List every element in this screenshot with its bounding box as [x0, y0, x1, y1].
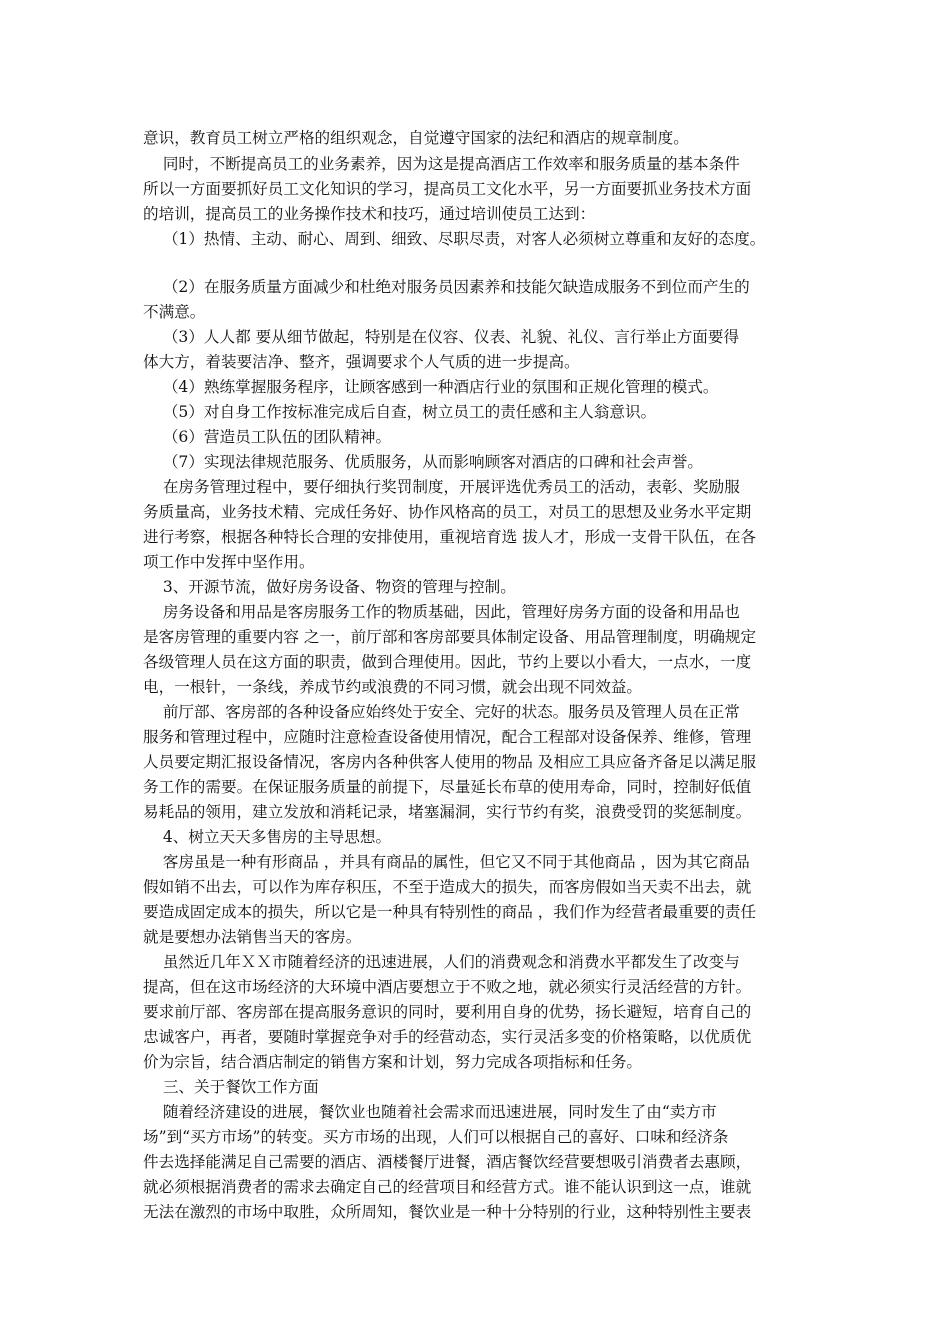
- text-line: 要求前厅部、客房部在提高服务意识的同时，要利用自身的优势，扬长避短，培育自己的: [143, 1003, 752, 1021]
- text-line: 是客房管理的重要内容 之一，前厅部和客房部要具体制定设备、用品管理制度，明确规定: [143, 628, 757, 646]
- text-line: 三、关于餐饮工作方面: [143, 1078, 319, 1096]
- text-line: 件去选择能满足自己需要的酒店、酒楼餐厅进餐，酒店餐饮经营要想吸引消费者去惠顾，: [143, 1153, 752, 1171]
- text-line: 就是要想办法销售当天的客房。: [143, 928, 362, 946]
- text-line: 易耗品的领用，建立发放和消耗记录，堵塞漏洞，实行节约有奖，浪费受罚的奖惩制度。: [143, 803, 752, 821]
- text-line: 在房务管理过程中，要仔细执行奖罚制度，开展评选优秀员工的活动，表彰、奖励服: [143, 478, 740, 496]
- text-line: 务质量高，业务技术精、完成任务好、协作风格高的员工，对员工的思想及业务水平定期: [143, 503, 752, 521]
- text-line: 要造成固定成本的损失，所以它是一种具有特别性的商品 ，我们作为经营者最重要的责任: [143, 903, 757, 921]
- text-line: 电，一根针，一条线，养成节约或浪费的不同习惯，就会出现不同效益。: [143, 678, 643, 696]
- text-line: （5）对自身工作按标准完成后自查，树立员工的责任感和主人翁意识。: [143, 403, 657, 421]
- text-line: 体大方，着装要洁净、整齐，强调要求个人气质的进一步提高。: [143, 353, 580, 371]
- text-line: 虽然近几年ＸＸ市随着经济的迅速进展，人们的消费观念和消费水平都发生了改变与: [143, 953, 740, 971]
- text-line: 服务和管理过程中，应随时注意检查设备使用情况，配合工程部对设备保养、维修，管理: [143, 728, 752, 746]
- text-line: 所以一方面要抓好员工文化知识的学习，提高员工文化水平，另一方面要抓业务技术方面: [143, 180, 752, 198]
- text-line: 务工作的需要。在保证服务质量的前提下，尽量延长布草的使用寿命，同时，控制好低值: [143, 778, 752, 796]
- text-line: 就必须根据消费者的需求去确定自己的经营项目和经营方式。谁不能认识到这一点，谁就: [143, 1178, 752, 1196]
- text-line: 房务设备和用品是客房服务工作的物质基础，因此，管理好房务方面的设备和用品也: [143, 603, 740, 621]
- text-line: 提高，但在这市场经济的大环境中酒店要想立于不败之地，就必须实行灵活经营的方针。: [143, 978, 752, 996]
- text-line: （3）人人都 要从细节做起，特别是在仪容、仪表、礼貌、礼仪、言行举止方面要得: [143, 328, 740, 346]
- text-line: 项工作中发挥中坚作用。: [143, 553, 315, 571]
- text-line: 各级管理人员在这方面的职责，做到合理使用。因此，节约上要以小看大，一点水，一度: [143, 653, 752, 671]
- text-line: 假如销不出去，可以作为库存积压，不至于造成大的损失，而客房假如当天卖不出去，就: [143, 878, 752, 896]
- text-line: 人员要定期汇报设备情况，客房内各种供客人使用的物品 及相应工具应备齐备足以满足服: [143, 753, 757, 771]
- text-line: 前厅部、客房部的各种设备应始终处于安全、完好的状态。服务员及管理人员在正常: [143, 703, 740, 721]
- text-line: 进行考察，根据各种特长合理的安排使用，重视培育选 拔人才，形成一支骨干队伍，在各: [143, 528, 757, 546]
- text-line: 意识，教育员工树立严格的组织观念，自觉遵守国家的法纪和酒店的规章制度。: [143, 129, 689, 147]
- text-line: （7）实现法律规范服务、优质服务，从而影响顾客对酒店的口碑和社会声誉。: [143, 453, 703, 471]
- text-line: 同时，不断提高员工的业务素养，因为这是提高酒店工作效率和服务质量的基本条件: [143, 155, 740, 173]
- text-line: 客房虽是一种有形商品 ，并具有商品的属性，但它又不同于其他商品 ，因为其它商品: [143, 853, 750, 871]
- text-line: （1）热情、主动、耐心、周到、细致、尽职尽责，对客人必须树立尊重和友好的态度。: [143, 230, 766, 248]
- text-line: 忠诚客户，再者，要随时掌握竞争对手的经营动态，实行灵活多变的价格策略，以优质优: [143, 1028, 752, 1046]
- text-line: 场”到“买方市场”的转变。买方市场的出现，人们可以根据自己的喜好、口味和经济条: [143, 1128, 729, 1146]
- text-line: 无法在激烈的市场中取胜，众所周知，餐饮业是一种十分特别的行业，这种特别性主要表: [143, 1203, 752, 1221]
- text-line: 价为宗旨，结合酒店制定的销售方案和计划，努力完成各项指标和任务。: [143, 1053, 643, 1071]
- text-line: （6）营造员工队伍的团队精神。: [143, 428, 392, 446]
- text-line: 的培训，提高员工的业务操作技术和技巧，通过培训使员工达到：: [143, 205, 596, 223]
- text-line: 4、树立天天多售房的主导思想。: [143, 828, 392, 846]
- text-line: 随着经济建设的进展，餐饮业也随着社会需求而迅速进展，同时发生了由“卖方市: [143, 1103, 717, 1121]
- text-line: （2）在服务质量方面减少和杜绝对服务员因素养和技能欠缺造成服务不到位而产生的: [143, 278, 750, 296]
- text-line: 不满意。: [143, 303, 206, 321]
- text-line: 3、开源节流，做好房务设备、物资的管理与控制。: [143, 578, 516, 596]
- text-line: （4）熟练掌握服务程序，让顾客感到一种酒店行业的氛围和正规化管理的模式。: [143, 378, 719, 396]
